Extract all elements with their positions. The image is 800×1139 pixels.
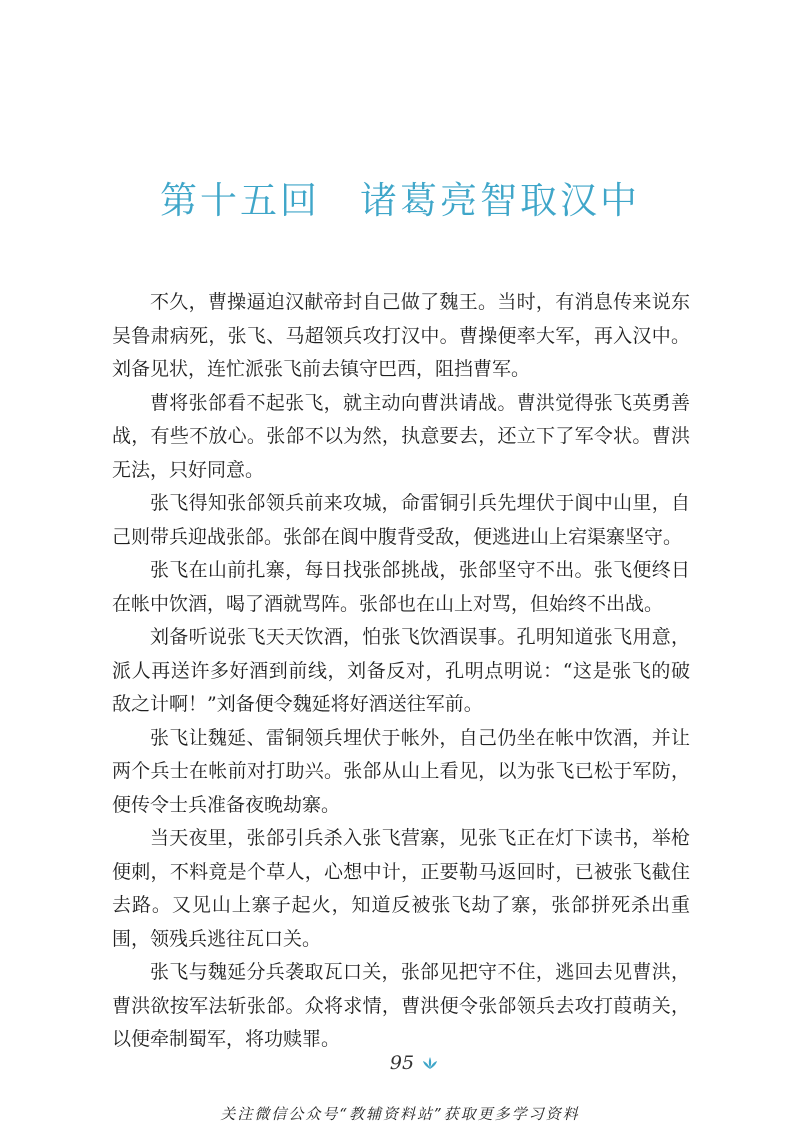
chapter-heading	[0, 170, 800, 224]
paragraph: 曹将张郃看不起张飞，就主动向曹洪请战。曹洪觉得张飞英勇善战，有些不放心。张郃不以为然，执意要去，还立下了军令状。曹洪无法，只好同意。	[112, 391, 690, 481]
page-number: 95	[389, 1052, 415, 1074]
paragraph: 张飞得知张郃领兵前来攻城，命雷铜引兵先埋伏于阆中山里，自己则带兵迎战张郃。张郃在阆中腹背受敌，便逃进山上宕渠寨坚守。	[112, 492, 690, 548]
paragraph: 张飞与魏延分兵袭取瓦口关，张郃见把守不住，逃回去见曹洪，曹洪欲按军法斩张郃。众将求情，曹洪便令张郃领兵去攻打葭萌关，以便牵制蜀军，将功赎罪。	[112, 961, 690, 1050]
page-footer	[0, 1052, 800, 1075]
leaf-sprout-icon	[422, 1053, 438, 1075]
paragraph: 刘备听说张飞天天饮酒，怕张飞饮酒误事。孔明知道张飞用意，派人再送许多好酒到前线，刘备反对，孔明点明说：“这是张飞的破敌之计啊！”刘备便令魏延将好酒送往军前。	[112, 626, 690, 715]
chapter-number: 第十五回	[160, 179, 320, 222]
paragraph: 张飞让魏延、雷铜领兵埋伏于帐外，自己仍坐在帐中饮酒，并让两个兵士在帐前对打助兴。张郃从山上看见，以为张飞已松于军防，便传令士兵准备夜晚劫寨。	[112, 726, 690, 816]
promo-footer-note: 关注微信公众号“教辅资料站”获取更多学习资料	[220, 1105, 580, 1123]
paragraph: 当天夜里，张郃引兵杀入张飞营寨，见张飞正在灯下读书，举枪便刺，不料竟是个草人，心想中计，正要勒马返回时，已被张飞截住去路。又见山上寨子起火，知道反被张飞劫了寨，张郃拼死杀出重围，领残兵逃往瓦口关。	[112, 827, 690, 950]
body-text	[112, 286, 690, 1057]
chapter-title: 诸葛亮智取汉中	[360, 179, 640, 222]
paragraph: 张飞在山前扎寨，每日找张郃挑战，张郃坚守不出。张飞便终日在帐中饮酒，喝了酒就骂阵。张郃也在山上对骂，但始终不出战。	[112, 559, 690, 615]
paragraph: 不久，曹操逼迫汉献帝封自己做了魏王。当时，有消息传来说东吴鲁肃病死，张飞、马超领兵攻打汉中。曹操便率大军，再入汉中。刘备见状，连忙派张飞前去镇守巴西，阻挡曹军。	[112, 291, 690, 380]
